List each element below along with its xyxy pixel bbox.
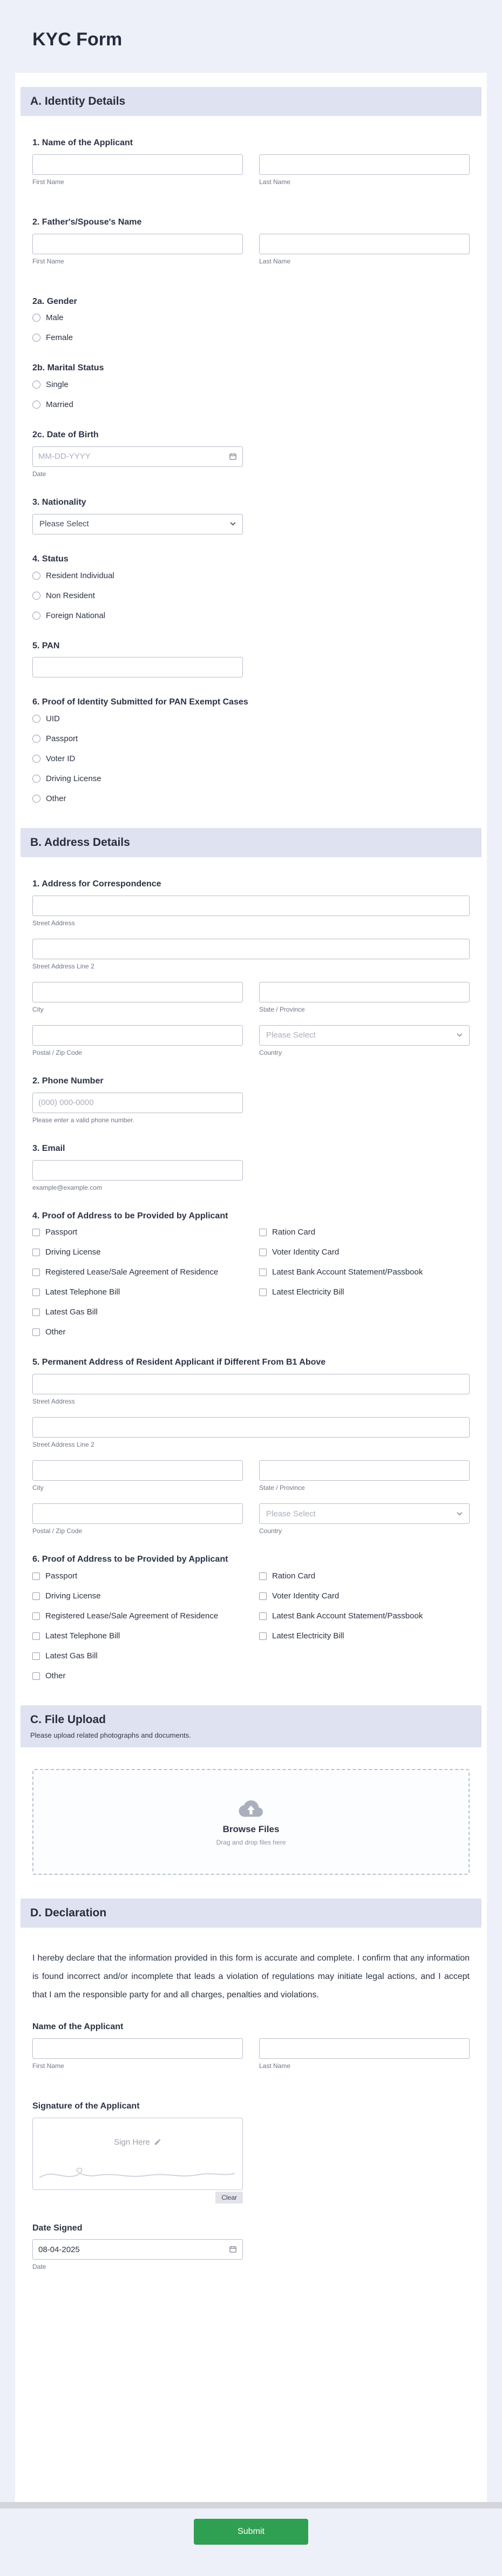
option-label: Driving License [45,1248,101,1257]
checkbox-option-registered-lease[interactable] [32,1611,218,1622]
gender-female-radio[interactable] [32,333,73,343]
checkbox-option-ration-card[interactable] [259,1571,315,1582]
question-phone-number [32,1076,470,1124]
section-header-address [21,828,481,857]
drag-drop-hint: Drag and drop files here [216,1839,286,1847]
radio-icon [32,381,40,389]
checkbox-option-passport[interactable] [32,1571,77,1582]
question-pan [32,641,470,678]
checkbox-option-voter-identity-card[interactable] [259,1591,339,1602]
option-label: Voter Identity Card [272,1248,340,1257]
question-label: 2. Father's/Spouse's Name [32,217,142,227]
option-label: Male [46,313,64,323]
sublabel-country: Country [259,1527,282,1535]
declaration-first-name-input[interactable] [32,2038,243,2059]
option-label: Latest Gas Bill [45,1307,98,1317]
checkbox-icon [32,1289,40,1296]
question-permanent-address [32,1357,470,1535]
sublabel-street2: Street Address Line 2 [32,1441,94,1449]
option-label: Non Resident [46,591,95,600]
permanent-state-input[interactable] [259,1460,470,1481]
sublabel-email-example: example@example.com [32,1183,102,1191]
chevron-down-icon [457,1512,463,1516]
section-title: A. Identity Details [30,95,126,107]
checkbox-icon [32,1328,40,1336]
date-of-birth-input[interactable] [32,446,243,467]
sublabel-city: City [32,1005,44,1013]
checkbox-option-registered-lease[interactable] [32,1267,218,1278]
calendar-icon[interactable] [229,452,237,460]
radio-icon [32,755,40,763]
checkbox-option-bank-statement[interactable] [259,1267,423,1278]
signature-squiggle [37,2163,238,2182]
question-label: 4. Status [32,554,69,564]
option-label: Other [46,794,66,804]
gender-male-radio[interactable] [32,313,64,323]
checkbox-icon [32,1612,40,1620]
checkbox-option-passport[interactable] [32,1227,77,1238]
sublabel-postal: Postal / Zip Code [32,1048,83,1056]
question-label: Name of the Applicant [32,2022,124,2031]
option-label: Latest Telephone Bill [45,1287,120,1297]
question-proof-of-address-2 [32,1554,470,1682]
option-label: Voter Identity Card [272,1591,340,1601]
calendar-icon[interactable] [229,2245,237,2253]
file-upload-dropzone[interactable] [32,1769,470,1875]
option-label: Passport [45,1228,78,1237]
correspondence-state-input[interactable] [259,982,470,1002]
question-label: 6. Proof of Identity Submitted for PAN Exempt Cases [32,697,248,707]
submit-button[interactable]: Submit [194,2519,308,2545]
radio-icon [32,775,40,783]
sublabel-postal: Postal / Zip Code [32,1527,83,1535]
option-label: Single [46,380,69,390]
nationality-select[interactable] [32,514,243,534]
checkbox-icon [259,1229,267,1236]
question-email [32,1143,470,1191]
sublabel-state: State / Province [259,1005,305,1013]
checkbox-icon [259,1612,267,1620]
sublabel-state: State / Province [259,1484,305,1492]
radio-icon [32,314,40,322]
radio-icon [32,795,40,803]
question-label: 5. PAN [32,641,60,650]
status-resident-individual-radio[interactable] [32,571,114,581]
permanent-street-input[interactable] [32,1374,470,1394]
radio-icon [32,592,40,600]
correspondence-city-input[interactable] [32,982,243,1002]
sign-here-label: Sign Here [114,2137,150,2147]
marital-single-radio[interactable] [32,379,69,390]
select-value: Please Select [266,1509,316,1519]
chevron-down-icon [457,1033,463,1037]
poi-passport-radio[interactable] [32,734,78,744]
question-father-spouse-name [32,217,470,277]
checkbox-option-bank-statement[interactable] [259,1611,423,1622]
option-label: Registered Lease/Sale Agreement of Residence [45,1267,219,1277]
sublabel-street: Street Address [32,919,75,927]
question-label: 1. Address for Correspondence [32,879,161,889]
question-label: 3. Email [32,1143,65,1153]
correspondence-country-select[interactable] [259,1025,470,1046]
pen-icon [154,2138,161,2146]
email-input[interactable] [32,1160,243,1181]
question-label: 5. Permanent Address of Resident Applicant if Different From B1 Above [32,1358,326,1367]
checkbox-icon [259,1632,267,1640]
option-label: Driving License [46,774,101,784]
checkbox-icon [259,1572,267,1580]
sublabel-city: City [32,1484,44,1492]
checkbox-option-electricity-bill[interactable] [259,1287,344,1298]
select-value: Please Select [266,1031,316,1040]
checkbox-icon [259,1249,267,1256]
question-label: 2b. Marital Status [32,363,104,373]
poi-other-radio[interactable] [32,794,66,804]
sublabel-last-name: Last Name [259,257,291,265]
father-first-name-input[interactable] [32,234,243,254]
permanent-country-select[interactable] [259,1503,470,1524]
question-label: 3. Nationality [32,497,86,507]
permanent-postal-input[interactable] [32,1503,243,1524]
question-label: 6. Proof of Address to be Provided by Applicant [32,1555,228,1564]
option-label: Latest Bank Account Statement/Passbook [272,1611,423,1621]
checkbox-option-gas-bill[interactable] [32,1651,98,1662]
checkbox-icon [32,1269,40,1276]
radio-icon [32,715,40,723]
question-label: 2c. Date of Birth [32,430,99,440]
section-address-details [15,828,487,1682]
question-label: 1. Name of the Applicant [32,138,133,147]
form-card [15,73,487,2502]
chevron-down-icon [230,522,236,526]
sublabel-first-name: First Name [32,178,64,186]
sublabel-first-name: First Name [32,2062,64,2070]
sublabel-first-name: First Name [32,257,64,265]
marital-married-radio[interactable] [32,399,73,410]
section-declaration [15,1899,487,2270]
status-foreign-national-radio[interactable] [32,611,105,621]
section-title: D. Declaration [30,1906,107,1919]
checkbox-option-driving-license[interactable] [32,1247,101,1258]
page-title: KYC Form [32,29,123,50]
poi-uid-radio[interactable] [32,714,60,724]
checkbox-icon [32,1249,40,1256]
checkbox-option-ration-card[interactable] [259,1227,315,1238]
option-label: Registered Lease/Sale Agreement of Residence [45,1611,219,1621]
question-label: 2a. Gender [32,296,77,306]
option-label: Voter ID [46,754,76,764]
radio-icon [32,334,40,342]
checkbox-icon [32,1592,40,1600]
applicant-last-name-input[interactable] [259,154,470,175]
checkbox-option-voter-identity-card[interactable] [259,1247,339,1258]
checkbox-icon [32,1572,40,1580]
option-label: Latest Electricity Bill [272,1287,344,1297]
poi-driving-license-radio[interactable] [32,774,101,784]
checkbox-icon [259,1289,267,1296]
section-header-file-upload [21,1705,481,1747]
option-label: Driving License [45,1591,101,1601]
section-description: Please upload related photographs and documents. [30,1731,191,1739]
radio-icon [32,401,40,409]
sublabel-phone-hint: Please enter a valid phone number. [32,1116,134,1124]
date-signed-input[interactable] [32,2239,243,2260]
checkbox-option-telephone-bill[interactable] [32,1631,120,1642]
option-label: Latest Electricity Bill [272,1631,344,1640]
option-label: Foreign National [46,611,106,620]
question-nationality [32,497,470,534]
question-label: Signature of the Applicant [32,2101,140,2111]
question-proof-of-identity [32,697,470,804]
sublabel-last-name: Last Name [259,178,291,186]
question-date-signed [32,2223,470,2271]
page-footer [0,2502,502,2576]
upload-cloud-icon [236,1797,266,1819]
checkbox-icon [32,1672,40,1680]
option-label: Other [45,1671,66,1680]
checkbox-option-telephone-bill[interactable] [32,1287,120,1298]
sign-here-hint [33,2138,242,2147]
question-address-correspondence [32,879,470,1056]
option-label: Passport [46,734,78,744]
sublabel-street: Street Address [32,1398,75,1406]
checkbox-icon [259,1269,267,1276]
radio-icon [32,735,40,743]
signature-clear-button[interactable]: Clear [215,2192,243,2204]
option-label: Female [46,333,73,343]
select-value: Please Select [39,519,89,529]
question-label: 4. Proof of Address to be Provided by Applicant [32,1211,228,1221]
checkbox-option-driving-license[interactable] [32,1591,101,1602]
section-title: B. Address Details [30,836,130,849]
option-label: Resident Individual [46,571,114,580]
correspondence-postal-input[interactable] [32,1025,243,1046]
sublabel-last-name: Last Name [259,2062,291,2070]
correspondence-street2-input[interactable] [32,939,470,959]
option-label: Latest Telephone Bill [45,1631,120,1640]
section-header-declaration [21,1899,481,1928]
checkbox-icon [259,1592,267,1600]
option-label: Latest Gas Bill [45,1651,98,1660]
question-label: Date Signed [32,2223,83,2233]
checkbox-option-other[interactable] [32,1671,66,1682]
question-gender [32,296,470,344]
sublabel-street2: Street Address Line 2 [32,962,94,970]
pan-input[interactable] [32,657,243,677]
sublabel-date: Date [32,2263,46,2271]
correspondence-street-input[interactable] [32,896,470,916]
permanent-street2-input[interactable] [32,1417,470,1438]
checkbox-icon [32,1309,40,1316]
section-identity-details [15,87,487,804]
checkbox-option-gas-bill[interactable] [32,1307,98,1318]
option-label: UID [46,714,60,724]
question-status [32,554,470,621]
sublabel-country: Country [259,1048,282,1056]
question-signature [32,2101,470,2204]
question-applicant-name [32,138,470,198]
section-title: C. File Upload [30,1713,106,1726]
checkbox-icon [32,1229,40,1236]
declaration-text: I hereby declare that the information provided in this form is accurate and complete. I confirm that any information is found incorrect and/or incomplete that leads a violation of regulations may initiate legal actions, and I accept that I am the responsible party for and all charges, penalties and violations. [32,1953,470,1999]
poi-voter-id-radio[interactable] [32,754,75,764]
option-label: Ration Card [272,1228,316,1237]
option-label: Latest Bank Account Statement/Passbook [272,1267,423,1277]
permanent-city-input[interactable] [32,1460,243,1481]
option-label: Other [45,1327,66,1337]
applicant-first-name-input[interactable] [32,154,243,175]
browse-files-label: Browse Files [222,1824,280,1835]
section-file-upload [15,1705,487,1875]
sublabel-date: Date [32,470,46,478]
option-label: Married [46,400,73,410]
radio-icon [32,612,40,620]
question-proof-of-address-1 [32,1211,470,1338]
phone-input[interactable] [32,1093,243,1113]
father-last-name-input[interactable] [259,234,470,254]
question-date-of-birth [32,430,470,478]
checkbox-icon [32,1632,40,1640]
question-marital-status [32,363,470,410]
checkbox-option-electricity-bill[interactable] [259,1631,344,1642]
status-non-resident-radio[interactable] [32,591,95,601]
option-label: Ration Card [272,1571,316,1581]
question-declaration-name [32,2022,470,2082]
checkbox-option-other[interactable] [32,1327,66,1338]
checkbox-icon [32,1652,40,1660]
radio-icon [32,572,40,580]
footer-divider [0,2502,502,2509]
section-header-identity [21,87,481,116]
question-label: 2. Phone Number [32,1076,104,1086]
page-header [0,0,502,73]
signature-pad[interactable] [32,2118,243,2190]
declaration-last-name-input[interactable] [259,2038,470,2059]
option-label: Passport [45,1571,78,1581]
